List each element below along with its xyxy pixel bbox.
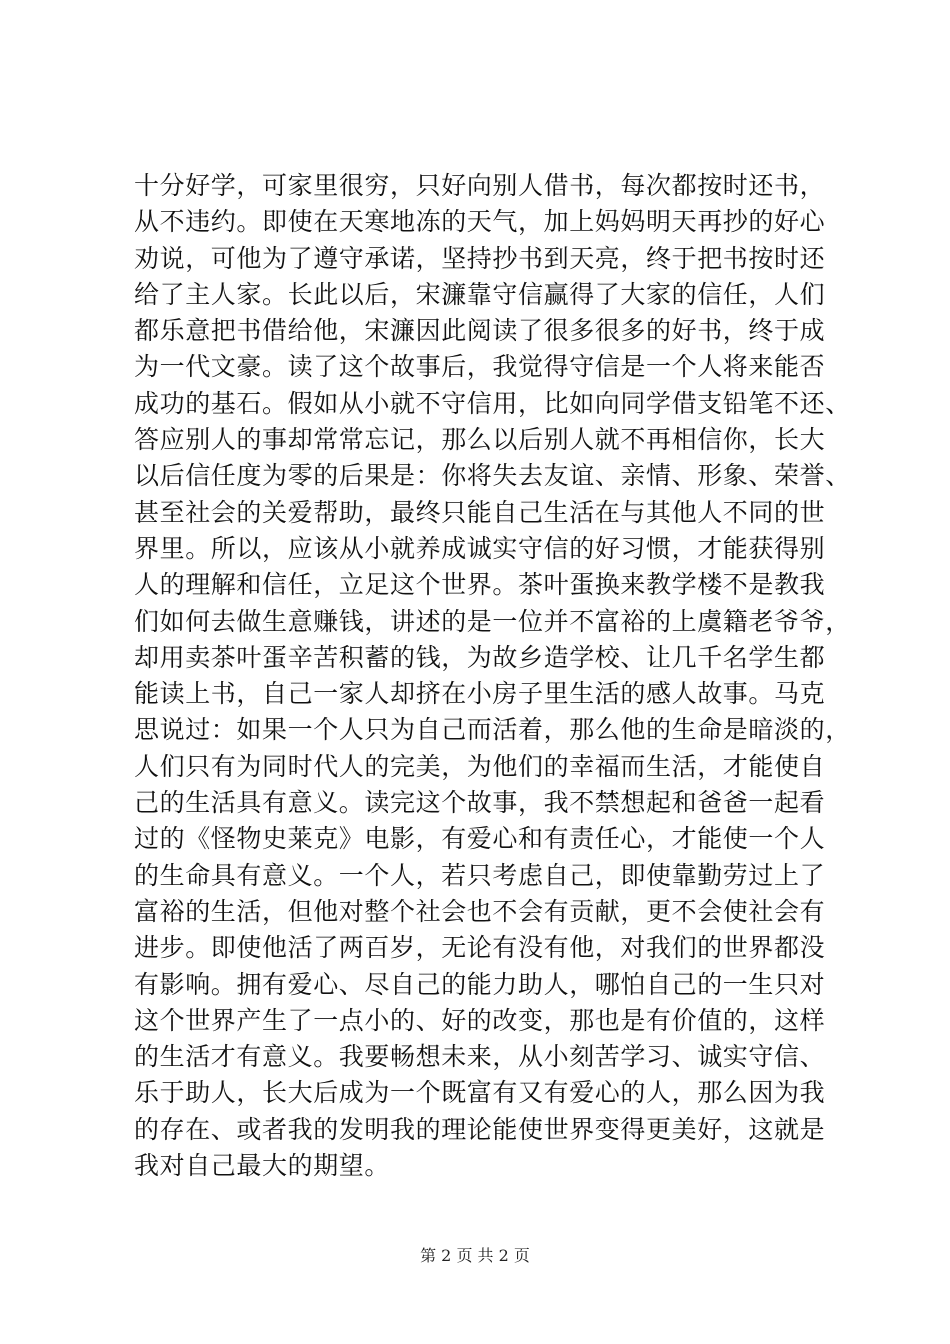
text-line: 人们只有为同时代人的完美，为他们的幸福而生活，才能使自 (134, 751, 826, 781)
text-line: 劝说，可他为了遵守承诺，坚持抄书到天亮，终于把书按时还 (134, 243, 826, 273)
text-line: 答应别人的事却常常忘记，那么以后别人就不再相信你，长大 (134, 425, 826, 455)
text-line: 我对自己最大的期望。 (134, 1151, 391, 1181)
text-line: 界里。所以，应该从小就养成诚实守信的好习惯，才能获得别 (134, 533, 826, 563)
text-line: 成功的基石。假如从小就不守信用，比如向同学借支铅笔不还、 (134, 388, 851, 418)
text-line: 思说过：如果一个人只为自己而活着，那么他的生命是暗淡的， (134, 715, 851, 745)
text-line: 从不违约。即使在天寒地冻的天气，加上妈妈明天再抄的好心 (134, 207, 826, 237)
text-line: 为一代文豪。读了这个故事后，我觉得守信是一个人将来能否 (134, 352, 826, 382)
text-line: 给了主人家。长此以后，宋濂靠守信赢得了大家的信任，人们 (134, 279, 826, 309)
text-line: 的存在、或者我的发明我的理论能使世界变得更美好，这就是 (134, 1114, 826, 1144)
text-line: 这个世界产生了一点小的、好的改变，那也是有价值的，这样 (134, 1005, 826, 1035)
text-line: 们如何去做生意赚钱，讲述的是一位并不富裕的上虞籍老爷爷， (134, 606, 851, 636)
text-line: 的生命具有意义。一个人，若只考虑自己，即使靠勤劳过上了 (134, 860, 826, 890)
text-line: 能读上书，自己一家人却挤在小房子里生活的感人故事。马克 (134, 679, 826, 709)
text-line: 十分好学，可家里很穷，只好向别人借书，每次都按时还书， (134, 171, 826, 200)
text-line: 却用卖茶叶蛋辛苦积蓄的钱，为故乡造学校、让几千名学生都 (134, 642, 826, 672)
body-paragraph (134, 168, 851, 1184)
text-line: 乐于助人，长大后成为一个既富有又有爱心的人，那么因为我 (134, 1078, 826, 1108)
text-line: 的生活才有意义。我要畅想未来，从小刻苦学习、诚实守信、 (134, 1042, 826, 1072)
text-line: 都乐意把书借给他，宋濂因此阅读了很多很多的好书，终于成 (134, 316, 826, 346)
text-line: 进步。即使他活了两百岁，无论有没有他，对我们的世界都没 (134, 933, 826, 963)
page-number-footer: 第 2 页 共 2 页 (420, 1246, 530, 1265)
text-line: 人的理解和信任，立足这个世界。茶叶蛋换来教学楼不是教我 (134, 570, 826, 600)
text-line: 以后信任度为零的后果是：你将失去友谊、亲情、形象、荣誉、 (134, 461, 851, 491)
text-line: 过的《怪物史莱克》电影，有爱心和有责任心，才能使一个人 (134, 824, 826, 854)
text-line: 富裕的生活，但他对整个社会也不会有贡献，更不会使社会有 (134, 896, 826, 926)
text-line: 甚至社会的关爱帮助，最终只能自己生活在与其他人不同的世 (134, 497, 826, 527)
text-line: 有影响。拥有爱心、尽自己的能力助人，哪怕自己的一生只对 (134, 969, 826, 999)
text-line: 己的生活具有意义。读完这个故事，我不禁想起和爸爸一起看 (134, 788, 826, 818)
